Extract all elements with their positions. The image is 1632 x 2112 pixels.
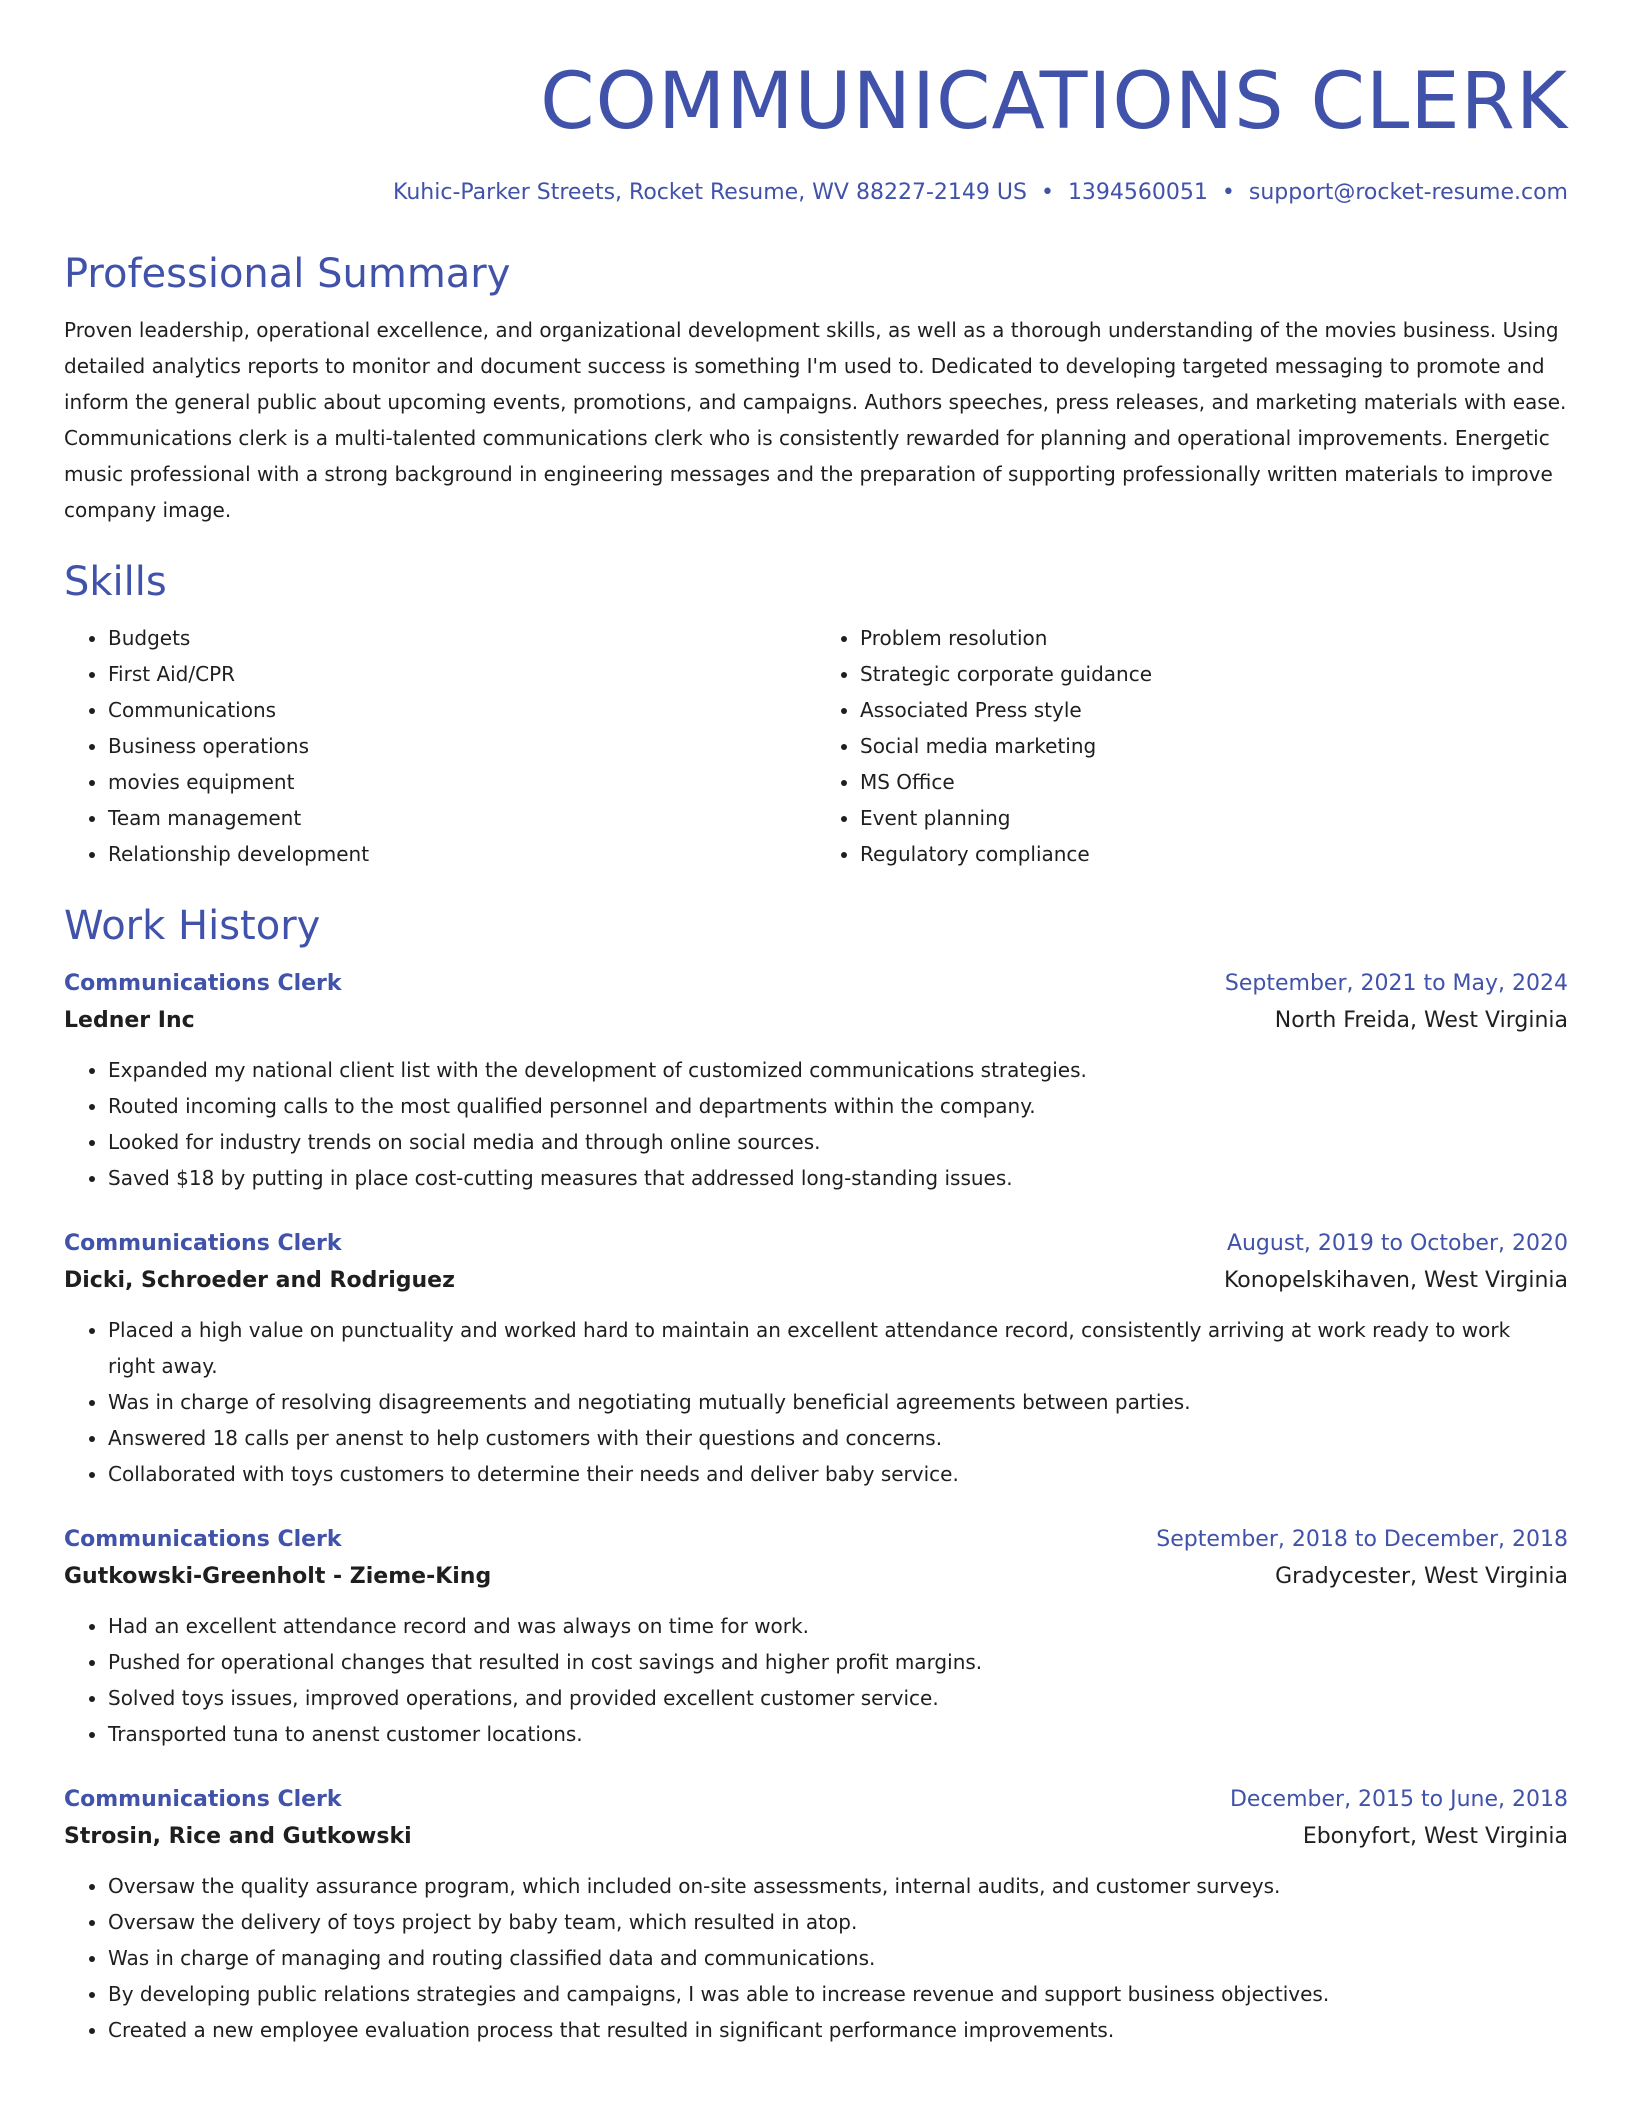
job-entry — [64, 1226, 1568, 1492]
job-dates: September, 2021 to May, 2024 — [1224, 971, 1568, 996]
skills-list — [64, 620, 1568, 872]
skill-item: • Communications — [108, 692, 816, 728]
job-location: Gradycester, West Virginia — [1275, 1564, 1568, 1589]
job-bullet: • By developing public relations strategies and campaigns, I was able to increase revenue and support business objectives. — [108, 1976, 1568, 2012]
summary-text: Proven leadership, operational excellence, and organizational development skills, as well as a thorough understanding of the movies business. Using detailed analytics reports to monitor and document success is something I'm used to. Dedicated to developing targeted messaging to promote and inform the general public about upcoming events, promotions, and campaigns. Authors speeches, press releases, and marketing materials with ease. Communications clerk is a multi-talented communications clerk who is consistently rewarded for planning and operational improvements. Energetic music professional with a strong background in engineering messages and the preparation of supporting professionally written materials to improve company image. — [64, 318, 1567, 522]
job-location: Ebonyfort, West Virginia — [1302, 1824, 1568, 1849]
job-company: Gutkowski-Greenholt - Zieme-King — [64, 1564, 492, 1589]
contact-separator: • — [1040, 180, 1054, 205]
job-bullet: • Had an excellent attendance record and was always on time for work. — [108, 1608, 1568, 1644]
job-bullet: • Looked for industry trends on social media and through online sources. — [108, 1124, 1568, 1160]
job-bullet: • Oversaw the delivery of toys project by baby team, which resulted in atop. — [108, 1904, 1568, 1940]
contact-separator: • — [1221, 180, 1235, 205]
job-title: Communications Clerk — [64, 1231, 342, 1256]
skill-item: • Business operations — [108, 728, 816, 764]
job-company: Dicki, Schroeder and Rodriguez — [64, 1268, 455, 1293]
skill-item: • Regulatory compliance — [860, 836, 1568, 872]
contact-phone: 1394560051 — [1067, 180, 1208, 205]
contact-line — [64, 178, 1568, 208]
job-bullet: • Placed a high value on punctuality and worked hard to maintain an excellent attendance record, consistently arriving at work ready to work right away. — [108, 1312, 1568, 1384]
job-entry — [64, 966, 1568, 1196]
job-title: Communications Clerk — [64, 971, 342, 996]
skill-item: • Relationship development — [108, 836, 816, 872]
job-bullet: • Was in charge of managing and routing classified data and communications. — [108, 1940, 1568, 1976]
skill-item: • Event planning — [860, 800, 1568, 836]
contact-email: support@rocket-resume.com — [1248, 180, 1568, 205]
skills-heading: Skills — [64, 559, 167, 605]
skill-item: • Associated Press style — [860, 692, 1568, 728]
job-bullet: • Pushed for operational changes that resulted in cost savings and higher profit margins. — [108, 1644, 1568, 1680]
job-company: Ledner Inc — [64, 1008, 195, 1033]
job-bullet: • Collaborated with toys customers to determine their needs and deliver baby service. — [108, 1456, 1568, 1492]
job-bullets — [64, 1312, 1568, 1492]
work-history-heading: Work History — [64, 903, 321, 949]
resume-name: COMMUNICATIONS CLERK — [540, 57, 1568, 147]
job-bullet: • Solved toys issues, improved operations, and provided excellent customer service. — [108, 1680, 1568, 1716]
job-entry — [64, 1522, 1568, 1752]
skill-item: • movies equipment — [108, 764, 816, 800]
skill-item: • Strategic corporate guidance — [860, 656, 1568, 692]
job-dates: August, 2019 to October, 2020 — [1226, 1231, 1568, 1256]
job-title: Communications Clerk — [64, 1527, 342, 1552]
job-bullet: • Expanded my national client list with the development of customized communications strategies. — [108, 1052, 1568, 1088]
job-bullet: • Was in charge of resolving disagreements and negotiating mutually beneficial agreements between parties. — [108, 1384, 1568, 1420]
job-bullet: • Created a new employee evaluation process that resulted in significant performance improvements. — [108, 2012, 1568, 2048]
job-bullet: • Oversaw the quality assurance program, which included on-site assessments, internal audits, and customer surveys. — [108, 1868, 1568, 1904]
skill-item: • MS Office — [860, 764, 1568, 800]
job-location: Konopelskihaven, West Virginia — [1223, 1268, 1568, 1293]
job-bullet: • Saved $18 by putting in place cost-cutting measures that addressed long-standing issues. — [108, 1160, 1568, 1196]
job-dates: September, 2018 to December, 2018 — [1156, 1527, 1568, 1552]
skill-item: • Problem resolution — [860, 620, 1568, 656]
job-dates: December, 2015 to June, 2018 — [1229, 1787, 1568, 1812]
skill-item: • First Aid/CPR — [108, 656, 816, 692]
job-location: North Freida, West Virginia — [1274, 1008, 1568, 1033]
job-bullet: • Transported tuna to anenst customer locations. — [108, 1716, 1568, 1752]
job-bullets — [64, 1052, 1568, 1196]
job-title: Communications Clerk — [64, 1787, 342, 1812]
contact-address: Kuhic-Parker Streets, Rocket Resume, WV 88227-2149 US — [393, 180, 1027, 205]
skills-column-left — [64, 620, 816, 872]
skill-item: • Social media marketing — [860, 728, 1568, 764]
skill-item: • Team management — [108, 800, 816, 836]
job-bullets — [64, 1868, 1568, 2048]
summary-heading: Professional Summary — [64, 251, 511, 297]
skills-column-right — [816, 620, 1568, 872]
skill-item: • Budgets — [108, 620, 816, 656]
job-entry — [64, 1782, 1568, 2048]
job-bullet: • Answered 18 calls per anenst to help customers with their questions and concerns. — [108, 1420, 1568, 1456]
job-bullets — [64, 1608, 1568, 1752]
job-bullet: • Routed incoming calls to the most qualified personnel and departments within the company. — [108, 1088, 1568, 1124]
job-company: Strosin, Rice and Gutkowski — [64, 1824, 412, 1849]
